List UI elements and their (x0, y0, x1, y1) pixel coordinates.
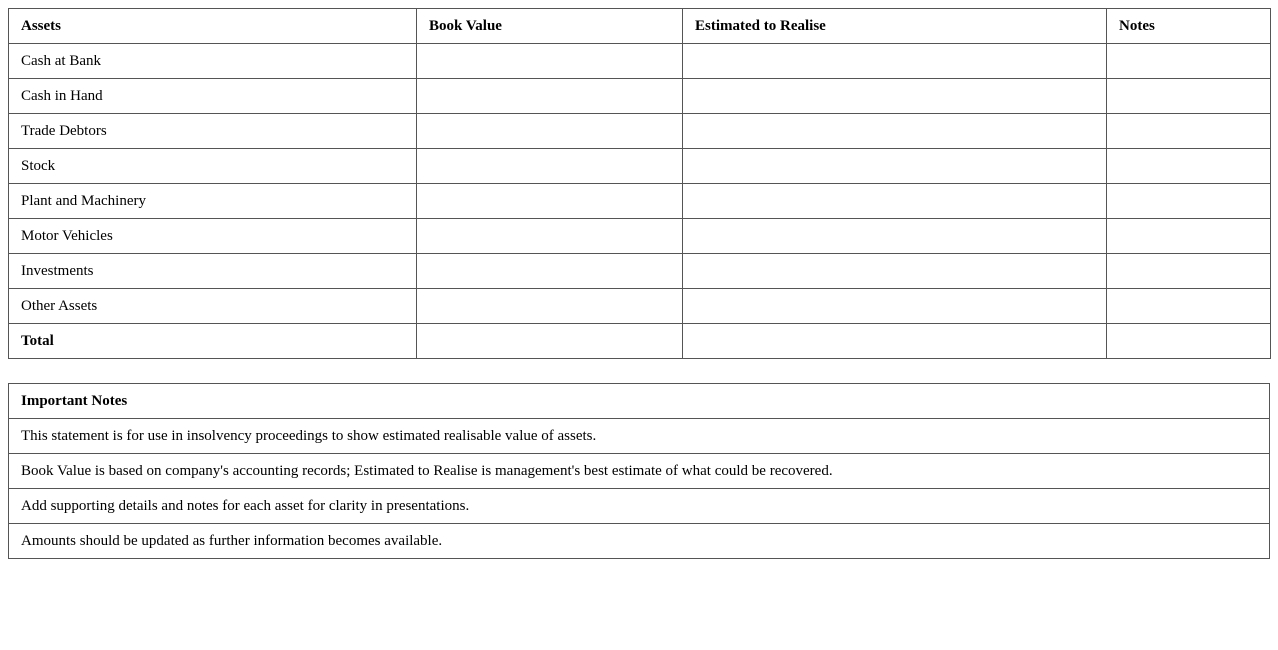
important-notes-heading: Important Notes (9, 384, 1270, 419)
asset-name: Plant and Machinery (9, 184, 417, 219)
estimated-cell[interactable] (683, 219, 1107, 254)
notes-cell[interactable] (1107, 289, 1271, 324)
estimated-cell[interactable] (683, 289, 1107, 324)
note-text: Book Value is based on company's accounting records; Estimated to Realise is management's best estimate of what could be recovered. (9, 454, 1270, 489)
assets-table (8, 8, 1271, 359)
total-notes-cell[interactable] (1107, 324, 1271, 359)
header-notes: Notes (1107, 9, 1271, 44)
book-value-cell[interactable] (417, 114, 683, 149)
total-book-value-cell[interactable] (417, 324, 683, 359)
table-row (9, 149, 1271, 184)
table-row (9, 289, 1271, 324)
estimated-cell[interactable] (683, 114, 1107, 149)
note-text: This statement is for use in insolvency proceedings to show estimated realisable value of assets. (9, 419, 1270, 454)
notes-cell[interactable] (1107, 184, 1271, 219)
book-value-cell[interactable] (417, 149, 683, 184)
list-item (9, 489, 1270, 524)
asset-name: Cash in Hand (9, 79, 417, 114)
asset-name: Investments (9, 254, 417, 289)
notes-cell[interactable] (1107, 79, 1271, 114)
book-value-cell[interactable] (417, 44, 683, 79)
header-estimated-to-realise: Estimated to Realise (683, 9, 1107, 44)
list-item (9, 419, 1270, 454)
book-value-cell[interactable] (417, 184, 683, 219)
estimated-cell[interactable] (683, 149, 1107, 184)
total-estimated-cell[interactable] (683, 324, 1107, 359)
book-value-cell[interactable] (417, 289, 683, 324)
book-value-cell[interactable] (417, 219, 683, 254)
notes-cell[interactable] (1107, 254, 1271, 289)
total-row (9, 324, 1271, 359)
list-item (9, 454, 1270, 489)
important-notes-table (8, 383, 1270, 559)
table-row (9, 254, 1271, 289)
book-value-cell[interactable] (417, 79, 683, 114)
estimated-cell[interactable] (683, 79, 1107, 114)
estimated-cell[interactable] (683, 184, 1107, 219)
asset-name: Motor Vehicles (9, 219, 417, 254)
notes-cell[interactable] (1107, 44, 1271, 79)
table-row (9, 219, 1271, 254)
book-value-cell[interactable] (417, 254, 683, 289)
note-text: Amounts should be updated as further information becomes available. (9, 524, 1270, 559)
asset-name: Stock (9, 149, 417, 184)
table-row (9, 114, 1271, 149)
table-row (9, 44, 1271, 79)
notes-cell[interactable] (1107, 114, 1271, 149)
note-text: Add supporting details and notes for each asset for clarity in presentations. (9, 489, 1270, 524)
list-item (9, 524, 1270, 559)
header-book-value: Book Value (417, 9, 683, 44)
table-row (9, 79, 1271, 114)
asset-name: Other Assets (9, 289, 417, 324)
table-row (9, 184, 1271, 219)
estimated-cell[interactable] (683, 44, 1107, 79)
asset-name: Cash at Bank (9, 44, 417, 79)
total-label: Total (9, 324, 417, 359)
assets-header-row (9, 9, 1271, 44)
notes-heading-row (9, 384, 1270, 419)
header-assets: Assets (9, 9, 417, 44)
estimated-cell[interactable] (683, 254, 1107, 289)
notes-cell[interactable] (1107, 149, 1271, 184)
asset-name: Trade Debtors (9, 114, 417, 149)
notes-cell[interactable] (1107, 219, 1271, 254)
